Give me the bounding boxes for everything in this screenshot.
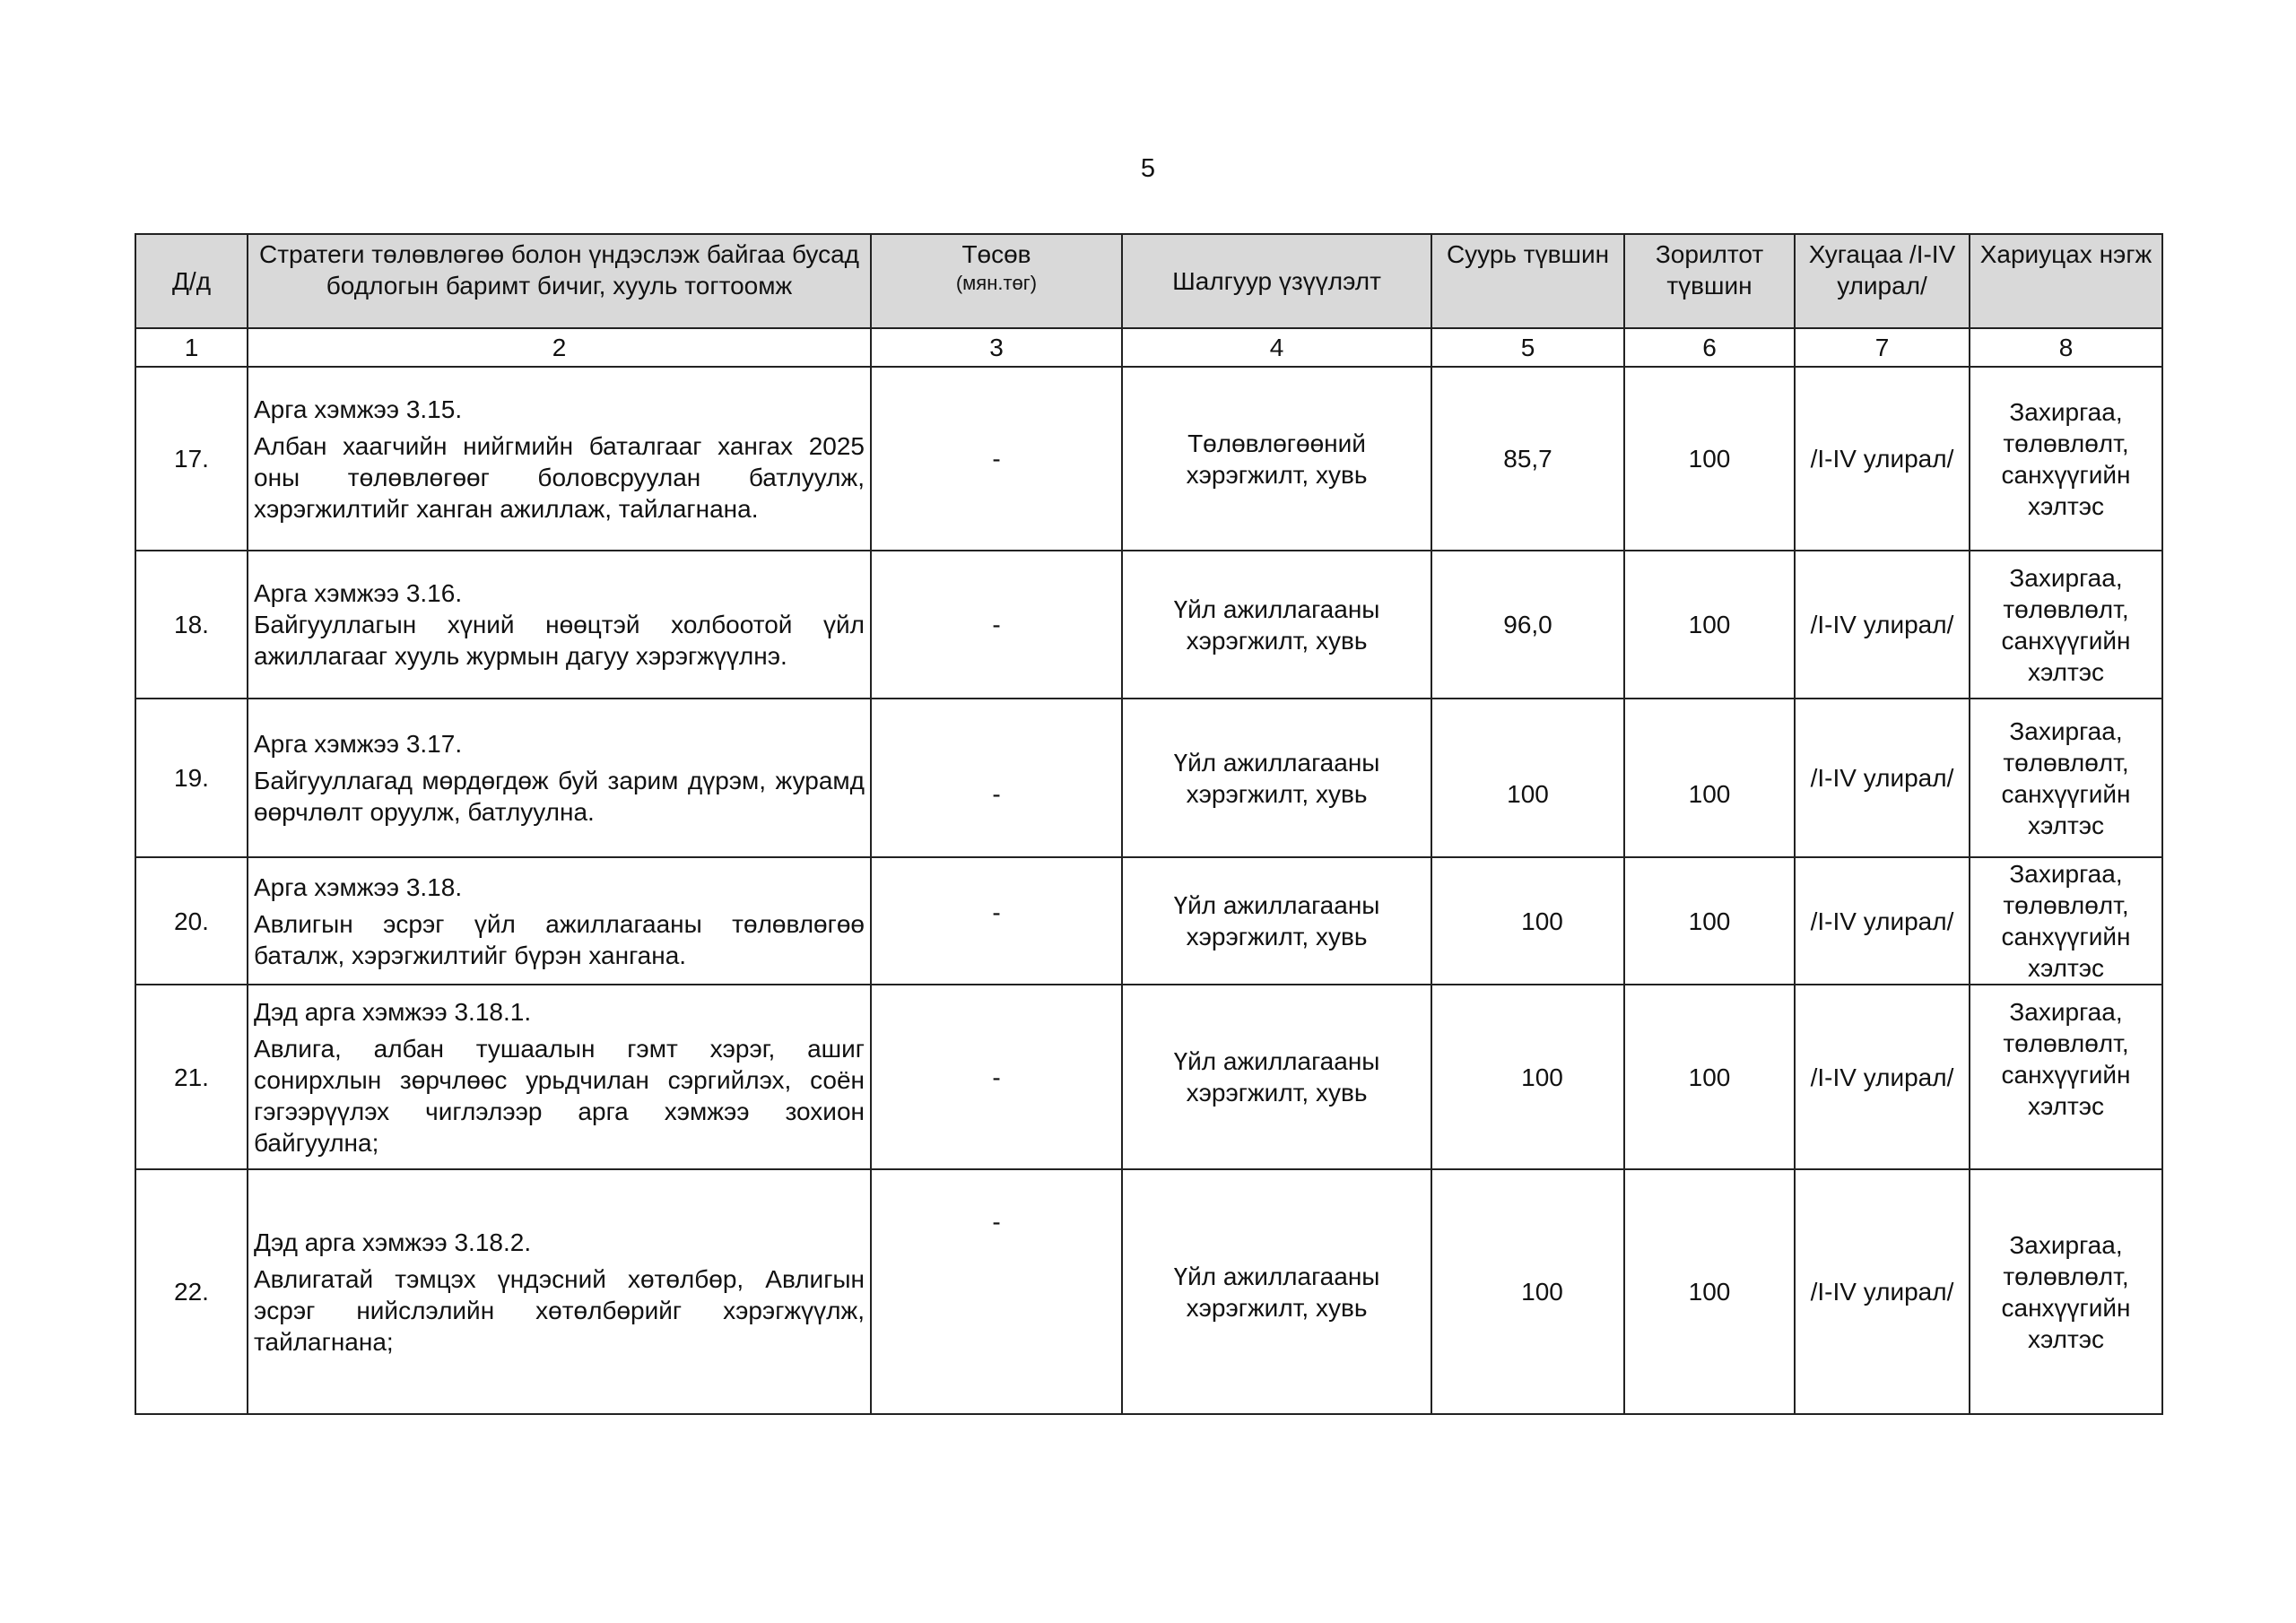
header-responsible: Хариуцах нэгж bbox=[1970, 234, 2162, 328]
row-target: 100 bbox=[1624, 551, 1795, 699]
column-number: 4 bbox=[1122, 328, 1431, 367]
row-description bbox=[248, 551, 871, 699]
row-responsible: Захиргаа, төлөвлөлт, санхүүгийн хэлтэс bbox=[1970, 367, 2162, 551]
row-number: 21. bbox=[135, 985, 248, 1169]
measure-body: Байгууллагад мөрдөгдөж буй зарим дүрэм, журамд өөрчлөлт оруулж, батлуулна. bbox=[254, 767, 865, 826]
header-budget bbox=[871, 234, 1122, 328]
row-budget bbox=[871, 1169, 1122, 1414]
measure-body: Авлигатай тэмцэх үндэсний хөтөлбөр, Авлигын эсрэг нийслэлийн хөтөлбөрийг хэрэгжүүлж, тайлагнана; bbox=[254, 1264, 865, 1356]
row-description bbox=[248, 699, 871, 857]
row-target: 100 bbox=[1624, 367, 1795, 551]
row-indicator: Төлөвлөгөөний хэрэгжилт, хувь bbox=[1122, 367, 1431, 551]
row-indicator: Үйл ажиллагааны хэрэгжилт, хувь bbox=[1122, 857, 1431, 985]
table-row bbox=[135, 367, 2162, 551]
row-responsible: Захиргаа, төлөвлөлт, санхүүгийн хэлтэс bbox=[1970, 857, 2162, 985]
page-number: 5 bbox=[1140, 154, 1156, 183]
responsible-value: Захиргаа, төлөвлөлт, санхүүгийн хэлтэс bbox=[2001, 998, 2131, 1120]
measure-title: Арга хэмжээ 3.17. bbox=[254, 730, 463, 758]
baseline-value: 100 bbox=[1521, 1278, 1563, 1306]
row-period: /I-IV улирал/ bbox=[1795, 857, 1970, 985]
row-baseline bbox=[1431, 857, 1624, 985]
column-number: 2 bbox=[248, 328, 871, 367]
action-plan-table bbox=[135, 233, 2163, 1415]
measure-title: Арга хэмжээ 3.15. bbox=[254, 395, 463, 423]
header-number: Д/д bbox=[135, 234, 248, 328]
measure-title: Дэд арга хэмжээ 3.18.1. bbox=[254, 997, 532, 1026]
row-budget bbox=[871, 985, 1122, 1169]
row-budget bbox=[871, 551, 1122, 699]
row-indicator: Үйл ажиллагааны хэрэгжилт, хувь bbox=[1122, 985, 1431, 1169]
header-budget-title: Төсөв bbox=[961, 240, 1031, 268]
baseline-value: 100 bbox=[1521, 1063, 1563, 1091]
measure-title: Арга хэмжээ 3.18. bbox=[254, 872, 463, 901]
row-target bbox=[1624, 699, 1795, 857]
row-description bbox=[248, 857, 871, 985]
row-period: /I-IV улирал/ bbox=[1795, 551, 1970, 699]
measure-title: Арга хэмжээ 3.16. bbox=[254, 579, 463, 607]
column-number: 5 bbox=[1431, 328, 1624, 367]
budget-value: - bbox=[992, 780, 1001, 808]
row-description bbox=[248, 367, 871, 551]
row-target: 100 bbox=[1624, 1169, 1795, 1414]
measure-body: Авлига, албан тушаалын гэмт хэрэг, ашиг сонирхлын зөрчлөөс урьдчилан сэргийлэх, соён гэгээрүүлэх чиглэлээр арга хэмжээ зохион байгуулна; bbox=[254, 1034, 865, 1157]
baseline-value: 100 bbox=[1507, 780, 1549, 808]
row-target: 100 bbox=[1624, 857, 1795, 985]
column-number: 1 bbox=[135, 328, 248, 367]
row-baseline bbox=[1431, 985, 1624, 1169]
row-responsible bbox=[1970, 985, 2162, 1169]
budget-value: - bbox=[992, 1208, 1001, 1236]
row-target: 100 bbox=[1624, 985, 1795, 1169]
target-value: 100 bbox=[1688, 780, 1731, 808]
header-target: Зорилтот түвшин bbox=[1624, 234, 1795, 328]
budget-value: - bbox=[992, 898, 1001, 926]
row-number: 19. bbox=[135, 699, 248, 857]
row-period: /I-IV улирал/ bbox=[1795, 1169, 1970, 1414]
row-number: 18. bbox=[135, 551, 248, 699]
row-baseline bbox=[1431, 1169, 1624, 1414]
measure-body: Байгууллагын хүний нөөцтэй холбоотой үйл ажиллагааг хууль журмын дагуу хэрэгжүүлнэ. bbox=[254, 611, 865, 670]
row-indicator: Үйл ажиллагааны хэрэгжилт, хувь bbox=[1122, 1169, 1431, 1414]
measure-body: Авлигын эсрэг үйл ажиллагааны төлөвлөгөө баталж, хэрэгжилтийг бүрэн хангана. bbox=[254, 909, 865, 969]
row-period: /I-IV улирал/ bbox=[1795, 985, 1970, 1169]
header-budget-unit: (мян.төг) bbox=[955, 272, 1038, 294]
row-number: 17. bbox=[135, 367, 248, 551]
row-responsible: Захиргаа, төлөвлөлт, санхүүгийн хэлтэс bbox=[1970, 1169, 2162, 1414]
row-baseline bbox=[1431, 699, 1624, 857]
row-indicator: Үйл ажиллагааны хэрэгжилт, хувь bbox=[1122, 551, 1431, 699]
table-row bbox=[135, 985, 2162, 1169]
row-period: /I-IV улирал/ bbox=[1795, 699, 1970, 857]
row-description bbox=[248, 1169, 871, 1414]
row-number: 20. bbox=[135, 857, 248, 985]
row-baseline: 96,0 bbox=[1431, 551, 1624, 699]
baseline-value: 100 bbox=[1521, 907, 1563, 935]
row-description bbox=[248, 985, 871, 1169]
row-budget bbox=[871, 857, 1122, 985]
column-number: 7 bbox=[1795, 328, 1970, 367]
header-strategy-document: Стратеги төлөвлөгөө болон үндэслэж байгаа бусад бодлогын баримт бичиг, хууль тогтоомж bbox=[248, 234, 871, 328]
table-row bbox=[135, 857, 2162, 985]
budget-value: - bbox=[992, 611, 1001, 638]
row-period: /I-IV улирал/ bbox=[1795, 367, 1970, 551]
row-baseline: 85,7 bbox=[1431, 367, 1624, 551]
row-responsible: Захиргаа, төлөвлөлт, санхүүгийн хэлтэс bbox=[1970, 551, 2162, 699]
column-number-row bbox=[135, 328, 2162, 367]
table-row bbox=[135, 551, 2162, 699]
row-responsible: Захиргаа, төлөвлөлт, санхүүгийн хэлтэс bbox=[1970, 699, 2162, 857]
row-indicator: Үйл ажиллагааны хэрэгжилт, хувь bbox=[1122, 699, 1431, 857]
row-number: 22. bbox=[135, 1169, 248, 1414]
column-number: 6 bbox=[1624, 328, 1795, 367]
measure-body: Албан хаагчийн нийгмийн баталгааг хангах 2025 оны төлөвлөгөөг боловсруулан батлуулж, хэрэгжилтийг ханган ажиллаж, тайлагнана. bbox=[254, 431, 865, 523]
header-indicator: Шалгуур үзүүлэлт bbox=[1122, 234, 1431, 328]
measure-title: Дэд арга хэмжээ 3.18.2. bbox=[254, 1228, 532, 1256]
column-number: 3 bbox=[871, 328, 1122, 367]
row-budget bbox=[871, 699, 1122, 857]
budget-value: - bbox=[992, 445, 1001, 473]
row-budget bbox=[871, 367, 1122, 551]
header-period: Хугацаа /I-IV улирал/ bbox=[1795, 234, 1970, 328]
table-row bbox=[135, 699, 2162, 857]
table-row bbox=[135, 1169, 2162, 1414]
column-number: 8 bbox=[1970, 328, 2162, 367]
table-header-row bbox=[135, 234, 2162, 328]
header-baseline: Суурь түвшин bbox=[1431, 234, 1624, 328]
budget-value: - bbox=[992, 1063, 1001, 1091]
